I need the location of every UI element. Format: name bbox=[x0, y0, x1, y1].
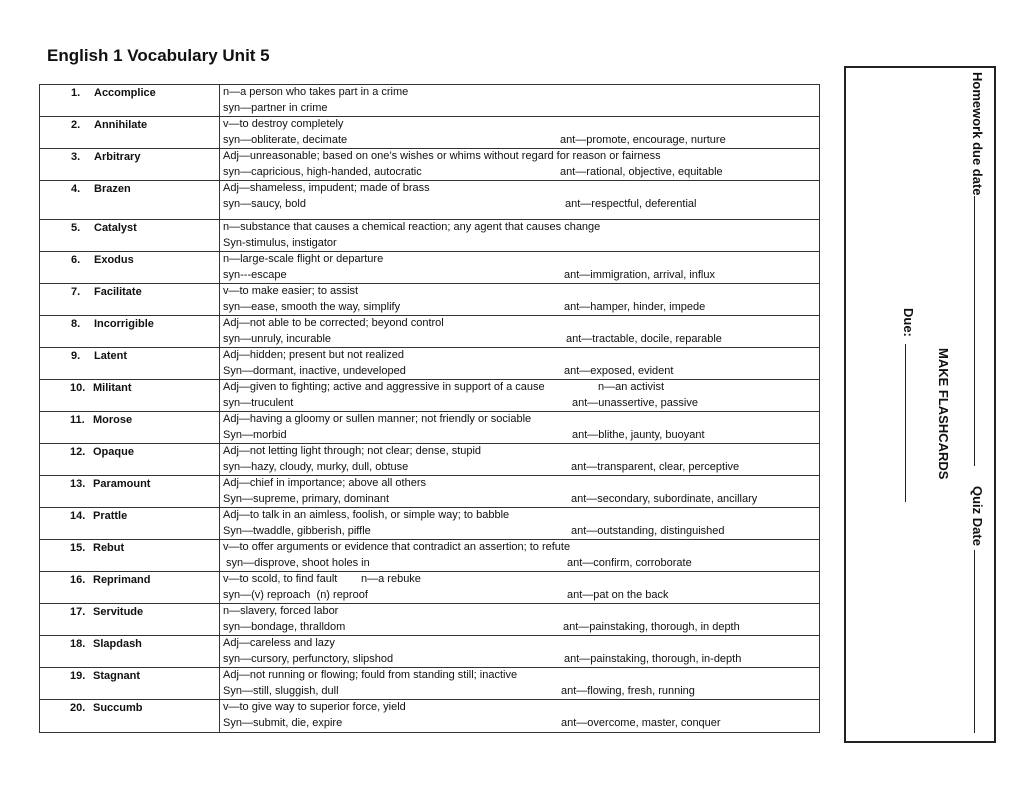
page-title: English 1 Vocabulary Unit 5 bbox=[47, 46, 270, 65]
antonyms-text: ant—blithe, jaunty, buoyant bbox=[572, 428, 705, 441]
vocab-row bbox=[40, 444, 820, 476]
definition-cell bbox=[220, 284, 820, 316]
synonyms-text: syn---escape bbox=[223, 268, 287, 281]
synonyms-text: syn—ease, smooth the way, simplify bbox=[223, 300, 401, 313]
synonyms-text: Syn—submit, die, expire bbox=[223, 716, 343, 729]
definition-cell bbox=[220, 316, 820, 348]
definition-cell bbox=[220, 380, 820, 412]
vocab-word: Prattle bbox=[93, 510, 128, 522]
vocabulary-table bbox=[39, 84, 820, 733]
definition-text: v—to offer arguments or evidence that contradict an assertion; to refute bbox=[223, 541, 571, 553]
vocab-row bbox=[40, 85, 820, 117]
vocab-row bbox=[40, 149, 820, 181]
synonyms-text: syn—cursory, perfunctory, slipshod bbox=[223, 652, 394, 665]
vocab-word: Servitude bbox=[93, 606, 144, 618]
definition-text: Adj—careless and lazy bbox=[223, 637, 335, 649]
word-number: 17. bbox=[70, 606, 86, 618]
vocab-row bbox=[40, 380, 820, 412]
word-cell bbox=[40, 444, 220, 476]
synonyms-text: syn—partner in crime bbox=[223, 101, 328, 114]
antonyms-text: ant—confirm, corroborate bbox=[567, 556, 692, 569]
definition-text: Adj—to talk in an aimless, foolish, or simple way; to babble bbox=[223, 509, 510, 521]
quiz-date-blank bbox=[974, 550, 975, 733]
vocab-row bbox=[40, 636, 820, 668]
synonyms-text: Syn—still, sluggish, dull bbox=[223, 684, 339, 697]
synonyms-text: syn—saucy, bold bbox=[223, 197, 306, 210]
synonyms-text: Syn—twaddle, gibberish, piffle bbox=[223, 524, 371, 537]
antonyms-text: ant—painstaking, thorough, in depth bbox=[563, 620, 740, 633]
vocab-word: Accomplice bbox=[94, 87, 156, 99]
vocab-word: Militant bbox=[93, 382, 132, 394]
vocab-word: Slapdash bbox=[93, 638, 142, 650]
synonyms-text: Syn-stimulus, instigator bbox=[223, 236, 337, 249]
definition-text: Adj—unreasonable; based on one’s wishes or whims without regard for reason or fairness bbox=[223, 150, 661, 162]
definition-cell bbox=[220, 540, 820, 572]
definition-text: v—to destroy completely bbox=[223, 118, 344, 130]
synonyms-text: syn—capricious, high-handed, autocratic bbox=[223, 165, 422, 178]
antonyms-text: ant—painstaking, thorough, in-depth bbox=[564, 652, 742, 665]
due-blank bbox=[905, 344, 906, 502]
synonyms-text: syn—hazy, cloudy, murky, dull, obtuse bbox=[223, 460, 409, 473]
vocab-row bbox=[40, 572, 820, 604]
vocab-word: Brazen bbox=[94, 183, 131, 195]
synonyms-text: syn—(v) reproach (n) reproof bbox=[223, 588, 368, 601]
antonyms-text: ant—flowing, fresh, running bbox=[561, 684, 695, 697]
word-number: 19. bbox=[70, 670, 86, 682]
vocab-row bbox=[40, 348, 820, 380]
definition-text: Adj—not running or flowing; fould from standing still; inactive bbox=[223, 669, 518, 681]
antonyms-text: ant—outstanding, distinguished bbox=[571, 524, 725, 537]
vocab-word: Rebut bbox=[93, 542, 125, 554]
word-number: 2. bbox=[71, 119, 81, 131]
definition-text: Adj—not letting light through; not clear; dense, stupid bbox=[223, 445, 482, 457]
definition-text: n—large-scale flight or departure bbox=[223, 253, 384, 265]
antonyms-text: ant—pat on the back bbox=[567, 588, 669, 601]
word-cell bbox=[40, 572, 220, 604]
word-cell bbox=[40, 476, 220, 508]
definition-text: Adj—shameless, impudent; made of brass bbox=[223, 182, 430, 194]
word-cell bbox=[40, 668, 220, 700]
antonyms-text: ant—exposed, evident bbox=[564, 364, 674, 377]
synonyms-text: Syn—dormant, inactive, undeveloped bbox=[223, 364, 406, 377]
word-cell bbox=[40, 284, 220, 316]
word-cell bbox=[40, 700, 220, 733]
definition-cell bbox=[220, 604, 820, 636]
antonyms-text: ant—promote, encourage, nurture bbox=[560, 133, 726, 146]
antonyms-text: ant—transparent, clear, perceptive bbox=[571, 460, 740, 473]
definition-text: v—to scold, to find fault bbox=[223, 573, 338, 585]
vocab-word: Reprimand bbox=[93, 574, 151, 586]
word-cell bbox=[40, 540, 220, 572]
vocab-row bbox=[40, 604, 820, 636]
vocab-word: Catalyst bbox=[94, 222, 137, 234]
definition-text: Adj—chief in importance; above all others bbox=[223, 477, 426, 489]
word-cell bbox=[40, 252, 220, 284]
synonyms-text: Syn—supreme, primary, dominant bbox=[223, 492, 390, 505]
vocab-row bbox=[40, 181, 820, 220]
definition-cell bbox=[220, 149, 820, 181]
definition-text: n—a person who takes part in a crime bbox=[223, 86, 409, 98]
definition-text: v—to make easier; to assist bbox=[223, 285, 359, 297]
word-cell bbox=[40, 380, 220, 412]
vocab-row bbox=[40, 252, 820, 284]
vocab-row bbox=[40, 412, 820, 444]
vocab-word: Annihilate bbox=[94, 119, 148, 131]
definition-cell bbox=[220, 572, 820, 604]
homework-due-blank bbox=[974, 196, 975, 466]
vocab-row bbox=[40, 668, 820, 700]
antonyms-text: ant—tractable, docile, reparable bbox=[566, 332, 722, 345]
word-cell bbox=[40, 636, 220, 668]
definition-cell bbox=[220, 220, 820, 252]
definition-cell bbox=[220, 181, 820, 220]
vocab-word: Incorrigible bbox=[94, 318, 154, 330]
definition-text: n—slavery, forced labor bbox=[223, 605, 339, 617]
definition-cell bbox=[220, 444, 820, 476]
synonyms-text: syn—bondage, thralldom bbox=[223, 620, 346, 633]
antonyms-text: ant—respectful, deferential bbox=[565, 197, 697, 210]
definition-cell bbox=[220, 636, 820, 668]
quiz-date-label: Quiz Date bbox=[970, 486, 985, 546]
word-cell bbox=[40, 316, 220, 348]
word-cell bbox=[40, 348, 220, 380]
definition-cell bbox=[220, 700, 820, 733]
word-cell bbox=[40, 604, 220, 636]
definition-cell bbox=[220, 508, 820, 540]
word-number: 10. bbox=[70, 382, 86, 394]
antonyms-text: ant—overcome, master, conquer bbox=[561, 716, 721, 729]
vocab-word: Paramount bbox=[93, 478, 151, 490]
word-number: 4. bbox=[71, 183, 81, 195]
word-number: 14. bbox=[70, 510, 86, 522]
synonyms-text: syn—disprove, shoot holes in bbox=[223, 556, 370, 569]
vocab-row bbox=[40, 117, 820, 149]
word-number: 5. bbox=[71, 222, 81, 234]
synonyms-text: syn—truculent bbox=[223, 396, 294, 409]
antonyms-text: ant—rational, objective, equitable bbox=[560, 165, 723, 178]
vocab-word: Facilitate bbox=[94, 286, 142, 298]
word-cell bbox=[40, 85, 220, 117]
word-number: 7. bbox=[71, 286, 81, 298]
homework-due-label: Homework due date bbox=[970, 72, 985, 196]
word-number: 11. bbox=[70, 414, 85, 426]
word-cell bbox=[40, 412, 220, 444]
word-number: 20. bbox=[70, 702, 86, 714]
vocab-word: Morose bbox=[93, 414, 133, 426]
make-flashcards-label: MAKE FLASHCARDS bbox=[936, 348, 951, 480]
definition-cell bbox=[220, 668, 820, 700]
vocab-row bbox=[40, 508, 820, 540]
vocab-word: Stagnant bbox=[93, 670, 141, 682]
word-number: 1. bbox=[71, 87, 81, 99]
synonyms-text: Syn—morbid bbox=[223, 428, 287, 441]
definition-cell bbox=[220, 252, 820, 284]
word-number: 13. bbox=[70, 478, 86, 490]
definition-text: Adj—having a gloomy or sullen manner; not friendly or sociable bbox=[223, 413, 532, 425]
synonyms-text: syn—unruly, incurable bbox=[223, 332, 332, 345]
vocab-word: Latent bbox=[94, 350, 127, 362]
homework-sidebar bbox=[844, 66, 996, 743]
word-number: 3. bbox=[71, 151, 81, 163]
definition-text: Adj—not able to be corrected; beyond control bbox=[223, 317, 444, 329]
word-cell bbox=[40, 181, 220, 220]
word-number: 9. bbox=[71, 350, 81, 362]
definition-text: Adj—hidden; present but not realized bbox=[223, 349, 405, 361]
word-cell bbox=[40, 508, 220, 540]
antonyms-text: ant—hamper, hinder, impede bbox=[564, 300, 706, 313]
word-number: 12. bbox=[70, 446, 86, 458]
word-number: 15. bbox=[70, 542, 86, 554]
definition-cell bbox=[220, 476, 820, 508]
word-number: 16. bbox=[70, 574, 86, 586]
definition-extra: n—a rebuke bbox=[361, 573, 421, 585]
definition-cell bbox=[220, 348, 820, 380]
vocab-row bbox=[40, 476, 820, 508]
due-label: Due: bbox=[901, 308, 916, 337]
vocab-row bbox=[40, 284, 820, 316]
vocab-word: Succumb bbox=[93, 702, 143, 714]
word-number: 6. bbox=[71, 254, 81, 266]
definition-text: Adj—given to fighting; active and aggressive in support of a cause bbox=[223, 381, 545, 393]
definition-text: v—to give way to superior force, yield bbox=[223, 701, 406, 713]
definition-text: n—substance that causes a chemical reaction; any agent that causes change bbox=[223, 221, 601, 233]
vocab-word: Exodus bbox=[94, 254, 134, 266]
vocab-row bbox=[40, 220, 820, 252]
vocab-row bbox=[40, 700, 820, 733]
definition-cell bbox=[220, 412, 820, 444]
vocab-word: Opaque bbox=[93, 446, 134, 458]
antonyms-text: ant—unassertive, passive bbox=[572, 396, 698, 409]
word-cell bbox=[40, 149, 220, 181]
definition-cell bbox=[220, 117, 820, 149]
synonyms-text: syn—obliterate, decimate bbox=[223, 133, 348, 146]
word-cell bbox=[40, 117, 220, 149]
definition-extra: n—an activist bbox=[598, 381, 665, 393]
word-cell bbox=[40, 220, 220, 252]
vocab-row bbox=[40, 316, 820, 348]
antonyms-text: ant—secondary, subordinate, ancillary bbox=[571, 492, 758, 505]
word-number: 8. bbox=[71, 318, 81, 330]
antonyms-text: ant—immigration, arrival, influx bbox=[564, 268, 715, 281]
vocab-row bbox=[40, 540, 820, 572]
definition-cell bbox=[220, 85, 820, 117]
word-number: 18. bbox=[70, 638, 86, 650]
vocab-word: Arbitrary bbox=[94, 151, 141, 163]
